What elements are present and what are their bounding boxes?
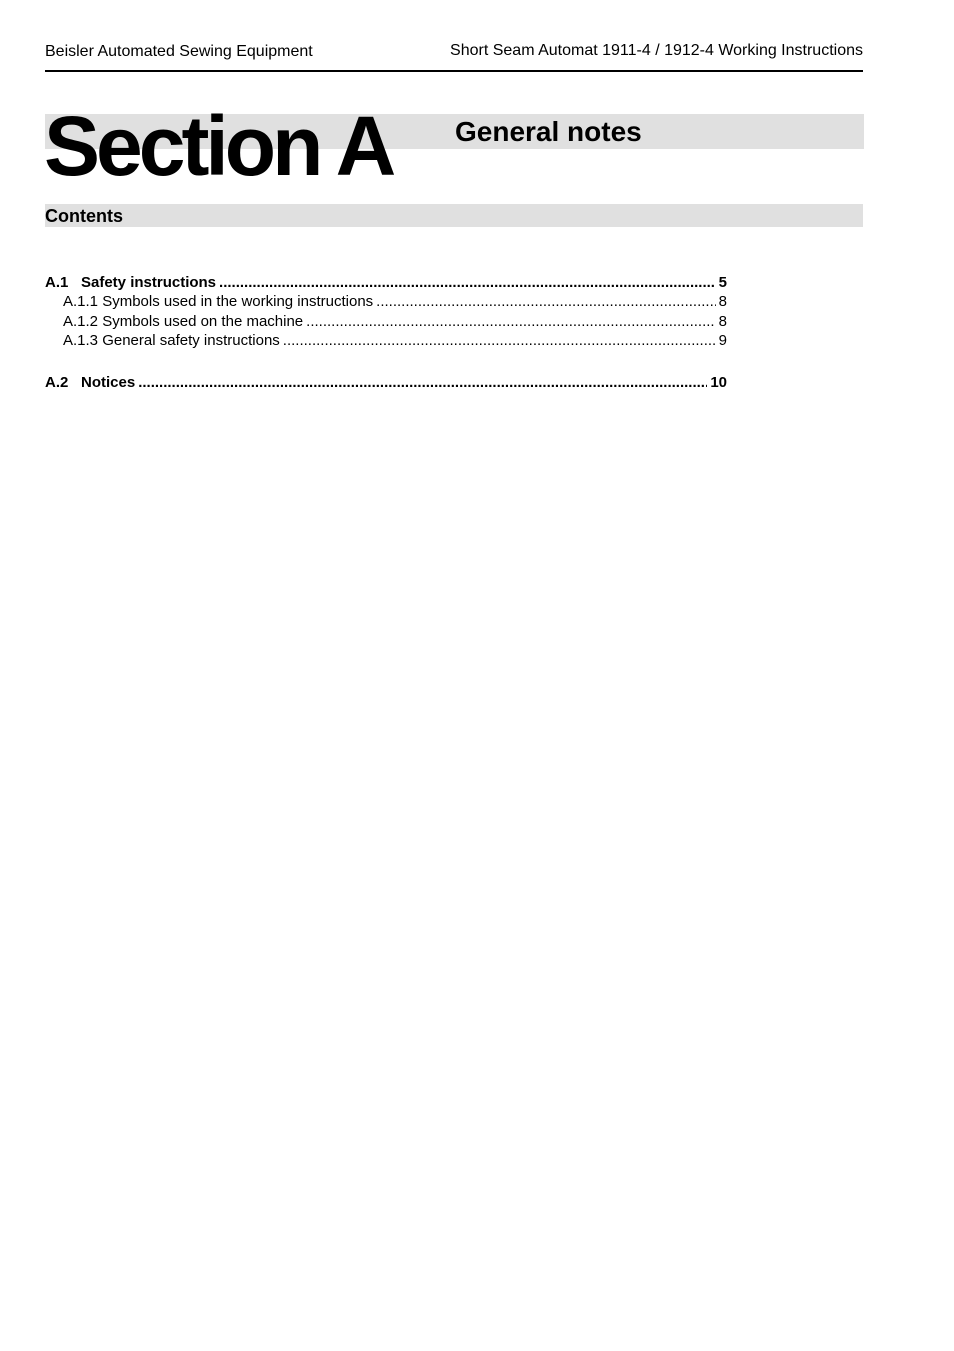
toc-entry-title: Symbols used in the working instructions: [102, 293, 374, 310]
header-company: Beisler Automated Sewing Equipment: [45, 43, 313, 60]
toc-entry-a1[interactable]: [45, 274, 727, 293]
section-subtitle: General notes: [455, 116, 642, 147]
toc-entry-number: A.1.3: [63, 332, 99, 349]
toc-entry-page: 5: [718, 274, 727, 291]
toc-entry-a1-2[interactable]: [63, 313, 727, 332]
toc-entry-a2[interactable]: [45, 374, 727, 393]
contents-band: [45, 204, 863, 227]
toc-leader-dots: [283, 332, 716, 349]
toc-entry-title: Notices: [81, 374, 136, 391]
toc-entry-page: 8: [718, 313, 727, 330]
toc-entry-number: A.1: [45, 274, 69, 291]
toc-leader-dots: [219, 274, 716, 291]
toc-entry-number: A.2: [45, 374, 69, 391]
toc-leader-dots: [138, 374, 707, 391]
section-title: Section A: [44, 99, 393, 193]
toc-entry-title: Symbols used on the machine: [102, 313, 304, 330]
toc-entry-number: A.1.1: [63, 293, 99, 310]
toc-leader-dots: [376, 293, 715, 310]
toc-entry-page: 9: [718, 332, 727, 349]
toc-entry-page: 8: [718, 293, 727, 310]
toc-entry-title: Safety instructions: [81, 274, 217, 291]
toc-entry-title: General safety instructions: [102, 332, 280, 349]
toc-entry-page: 10: [710, 374, 727, 391]
toc-entry-a1-3[interactable]: [63, 332, 727, 351]
toc-entry-a1-1[interactable]: [63, 293, 727, 312]
header-document-title: Short Seam Automat 1911-4 / 1912-4 Working Instructions: [450, 42, 863, 59]
toc-entry-number: A.1.2: [63, 313, 99, 330]
page-header: [45, 40, 863, 72]
contents-heading: Contents: [45, 206, 123, 226]
toc-leader-dots: [306, 313, 716, 330]
